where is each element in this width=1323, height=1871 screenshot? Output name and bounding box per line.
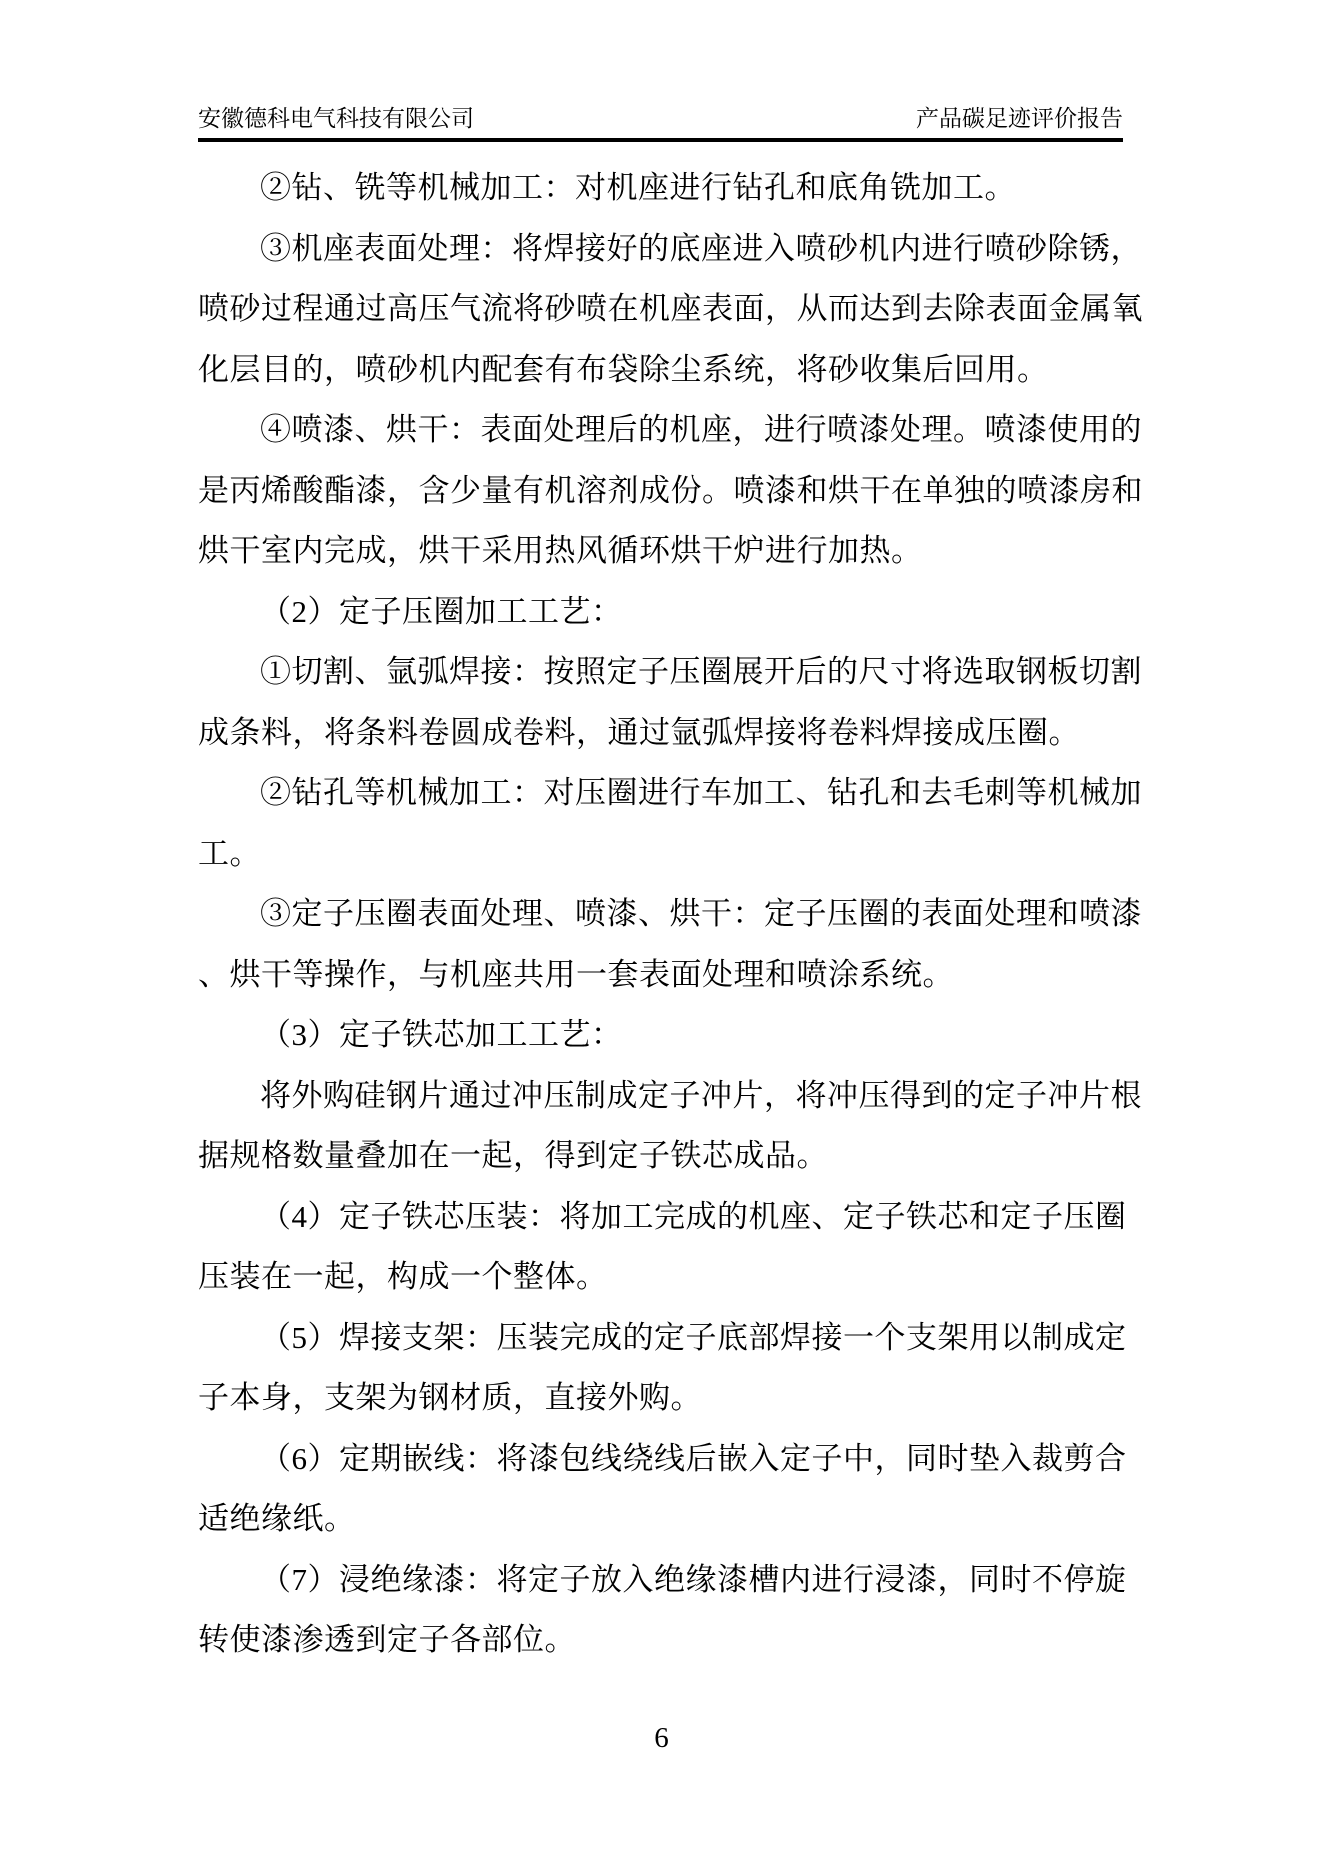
body-line: 喷砂过程通过高压气流将砂喷在机座表面，从而达到去除表面金属氧	[198, 291, 1143, 326]
body-line: ③定子压圈表面处理、喷漆、烘干：定子压圈的表面处理和喷漆	[260, 896, 1142, 931]
header-company-name: 安徽德科电气科技有限公司	[198, 106, 474, 131]
body-line: （5）焊接支架：压装完成的定子底部焊接一个支架用以制成定	[260, 1319, 1127, 1355]
body-line: 成条料，将条料卷圆成卷料，通过氩弧焊接将卷料焊接成压圈。	[198, 714, 1080, 750]
body-line: （7）浸绝缘漆：将定子放入绝缘漆槽内进行浸漆，同时不停旋	[260, 1561, 1127, 1597]
header-report-title: 产品碳足迹评价报告	[916, 106, 1123, 131]
body-line: ④喷漆、烘干：表面处理后的机座，进行喷漆处理。喷漆使用的	[260, 412, 1142, 447]
body-line: （2）定子压圈加工工艺：	[260, 593, 623, 629]
page-footer	[0, 1718, 1323, 1758]
body-line: 据规格数量叠加在一起，得到定子铁芯成品。	[198, 1138, 828, 1173]
document-body	[198, 158, 1143, 1671]
body-line: ②钻、铣等机械加工：对机座进行钻孔和底角铣加工。	[260, 170, 1016, 205]
body-line: 、烘干等操作，与机座共用一套表面处理和喷涂系统。	[198, 956, 954, 992]
body-line: ③机座表面处理：将焊接好的底座进入喷砂机内进行喷砂除锈，	[260, 230, 1142, 266]
body-line: 子本身，支架为钢材质，直接外购。	[198, 1380, 702, 1415]
body-line: 是丙烯酸酯漆，含少量有机溶剂成份。喷漆和烘干在单独的喷漆房和	[198, 472, 1143, 508]
body-line: 化层目的，喷砂机内配套有布袋除尘系统，将砂收集后回用。	[198, 351, 1049, 387]
page-header	[198, 102, 1123, 134]
body-line: （4）定子铁芯压装：将加工完成的机座、定子铁芯和定子压圈	[260, 1198, 1127, 1234]
body-line: 烘干室内完成，烘干采用热风循环烘干炉进行加热。	[198, 533, 923, 568]
header-rule	[198, 138, 1123, 142]
body-line: 压装在一起，构成一个整体。	[198, 1259, 608, 1294]
body-line: 适绝缘纸。	[198, 1501, 356, 1536]
page-number: 6	[654, 1722, 669, 1754]
body-line: ②钻孔等机械加工：对压圈进行车加工、钻孔和去毛刺等机械加	[260, 775, 1142, 810]
body-line: 工。	[198, 835, 261, 871]
body-line: 将外购硅钢片通过冲压制成定子冲片，将冲压得到的定子冲片根	[260, 1077, 1142, 1113]
body-line: （3）定子铁芯加工工艺：	[260, 1017, 623, 1052]
body-line: （6）定期嵌线：将漆包线绕线后嵌入定子中，同时垫入裁剪合	[260, 1440, 1127, 1476]
body-line: ①切割、氩弧焊接：按照定子压圈展开后的尺寸将选取钢板切割	[260, 654, 1142, 689]
body-line: 转使漆渗透到定子各部位。	[198, 1622, 576, 1657]
